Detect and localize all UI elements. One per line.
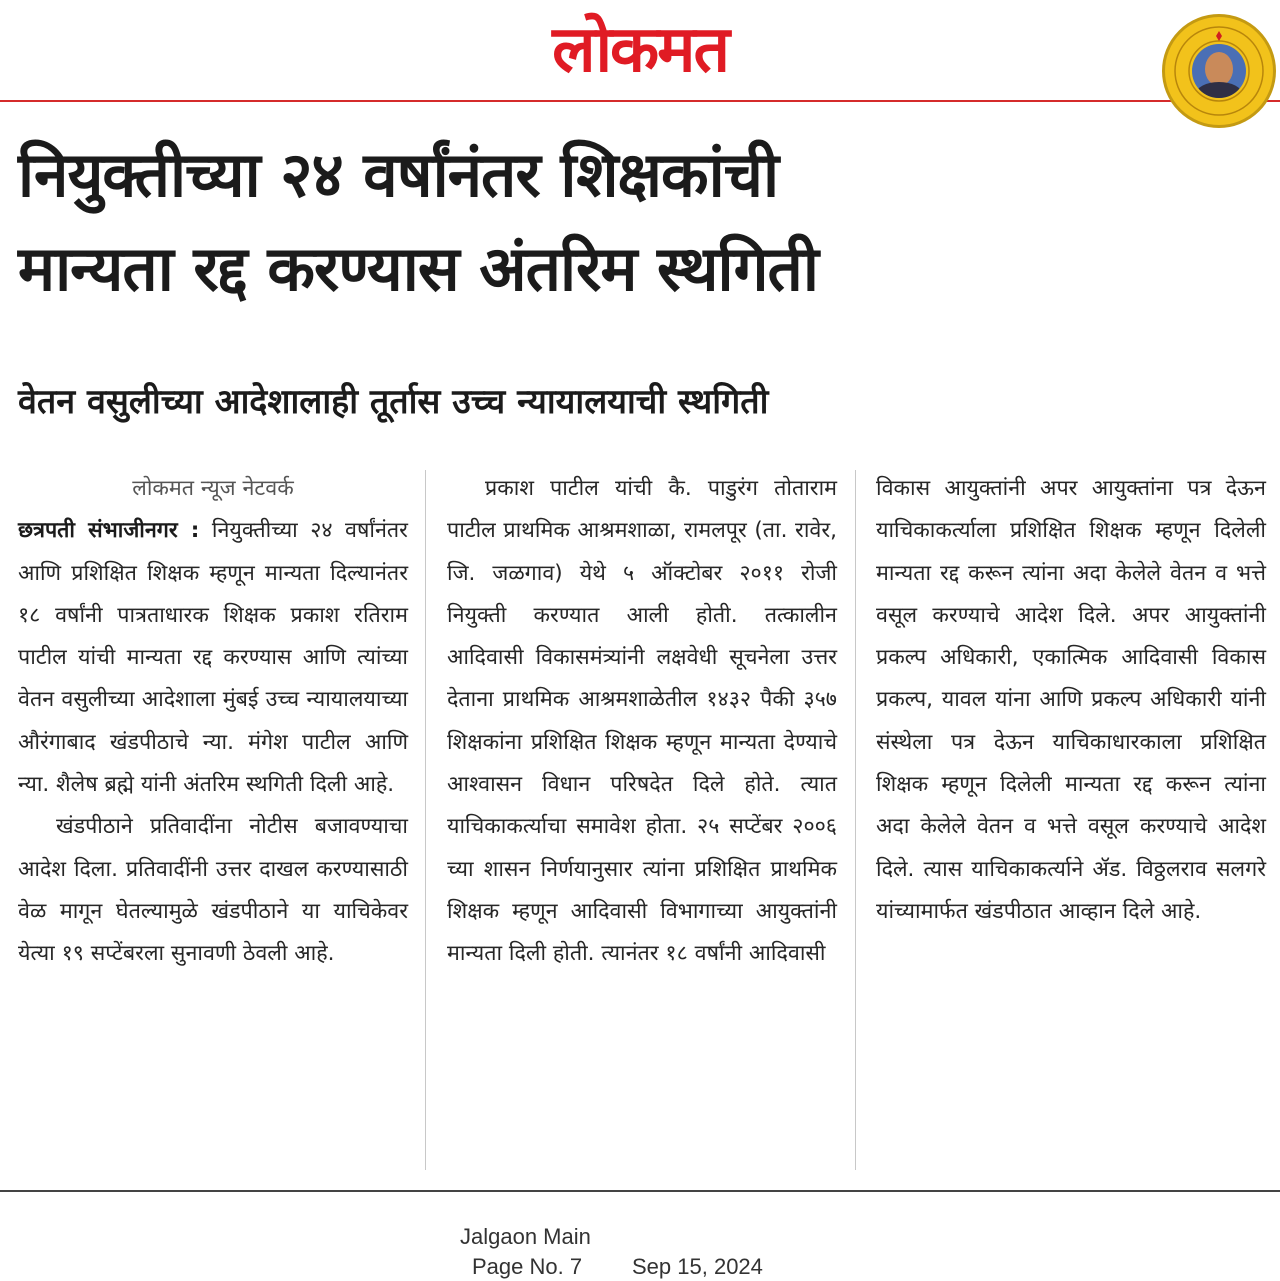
column-divider-1 (425, 470, 426, 1170)
column-divider-2 (855, 470, 856, 1170)
article-subheadline: वेतन वसुलीच्या आदेशालाही तूर्तास उच्च न्यायालयाची स्थगिती (18, 382, 769, 422)
paragraph-2: खंडपीठाने प्रतिवादींना नोटीस बजावण्याचा आदेश दिला. प्रतिवादींनी उत्तर दाखल करण्यासाठी वेळ मागून घेतल्यामुळे खंडपीठाने या याचिकेवर येत्या १९ सप्टेंबरला सुनावणी ठेवली आहे. (18, 814, 408, 967)
author-badge (1162, 14, 1276, 128)
paragraph-1-text: नियुक्तीच्या २४ वर्षांनंतर आणि प्रशिक्षित शिक्षक म्हणून मान्यता दिल्यानंतर १८ वर्षांनी पात्रताधारक शिक्षक प्रकाश रतिराम पाटील यांची मान्यता रद्द करण्यास आणि त्यांच्या वेतन वसुलीच्या आदेशाला मुंबई उच्च न्यायालयाच्या औरंगाबाद खंडपीठाचे न्या. मंगेश पाटील आणि न्या. शैलेष ब्रह्मे यांनी अंतरिम स्थगिती दिली आहे. (18, 518, 408, 798)
headline-line-2: मान्यता रद्द करण्यास अंतरिम स्थगिती (18, 232, 818, 305)
article-headline (18, 128, 1268, 316)
edition-label: Jalgaon Main (460, 1224, 591, 1249)
masthead-rule (0, 100, 1280, 102)
byline: लोकमत न्यूज नेटवर्क (132, 476, 294, 501)
footer-rule (0, 1190, 1280, 1192)
publication-date: Sep 15, 2024 (632, 1254, 763, 1279)
paragraph-4: विकास आयुक्तांनी अपर आयुक्तांना पत्र देऊन याचिकाकर्त्याला प्रशिक्षित शिक्षक म्हणून दिलेली मान्यता रद्द करून त्यांना अदा केलेले वेतन व भत्ते वसूल करण्याचे आदेश दिले. अपर आयुक्तांनी प्रकल्प अधिकारी, एकात्मिक आदिवासी विकास प्रकल्प, यावल यांना आणि प्रकल्प अधिकारी यांनी संस्थेला पत्र देऊन याचिकाधारकाला प्रशिक्षित शिक्षक म्हणून दिलेली मान्यता रद्द करून त्यांना अदा केलेले वेतन व भत्ते वसूल करण्याचे आदेश दिले. त्यास याचिकाकर्त्याने ॲड. विठ्ठलराव सलगरे यांच्यामार्फत खंडपीठात आव्हान दिले आहे. (876, 476, 1266, 924)
portrait-icon (1192, 44, 1246, 98)
paragraph-3: प्रकाश पाटील यांची कै. पाडुरंग तोताराम पाटील प्राथमिक आश्रमशाळा, रामलपूर (ता. रावेर, जि. जळगाव) येथे ५ ऑक्टोबर २०११ रोजी नियुक्ती करण्यात आली होती. तत्कालीन आदिवासी विकासमंत्र्यांनी लक्षवेधी सूचनेला उत्तर देताना प्राथमिक आश्रमशाळेतील १४३२ पैकी ३५७ शिक्षकांना प्रशिक्षित शिक्षक म्हणून मान्यता देण्याचे आश्वासन विधान परिषदेत दिले होते. त्यात याचिकाकर्त्याचा समावेश होता. २५ सप्टेंबर २००६ च्या शासन निर्णयानुसार त्यांना प्रशिक्षित प्राथमिक शिक्षक म्हणून आदिवासी विभागाच्या आयुक्तांनी मान्यता दिली होती. त्यानंतर १८ वर्षांनी आदिवासी (447, 476, 837, 967)
article-column-3 (876, 468, 1266, 933)
article-column-2 (447, 468, 837, 976)
article-column-1 (18, 468, 408, 976)
headline-line-1: नियुक्तीच्या २४ वर्षांनंतर शिक्षकांची (18, 138, 779, 211)
paragraph-1 (18, 510, 408, 806)
masthead-logo: लोकमत (552, 13, 728, 87)
page-number: Page No. 7 (472, 1254, 583, 1279)
dateline: छत्रपती संभाजीनगर : (18, 518, 200, 544)
